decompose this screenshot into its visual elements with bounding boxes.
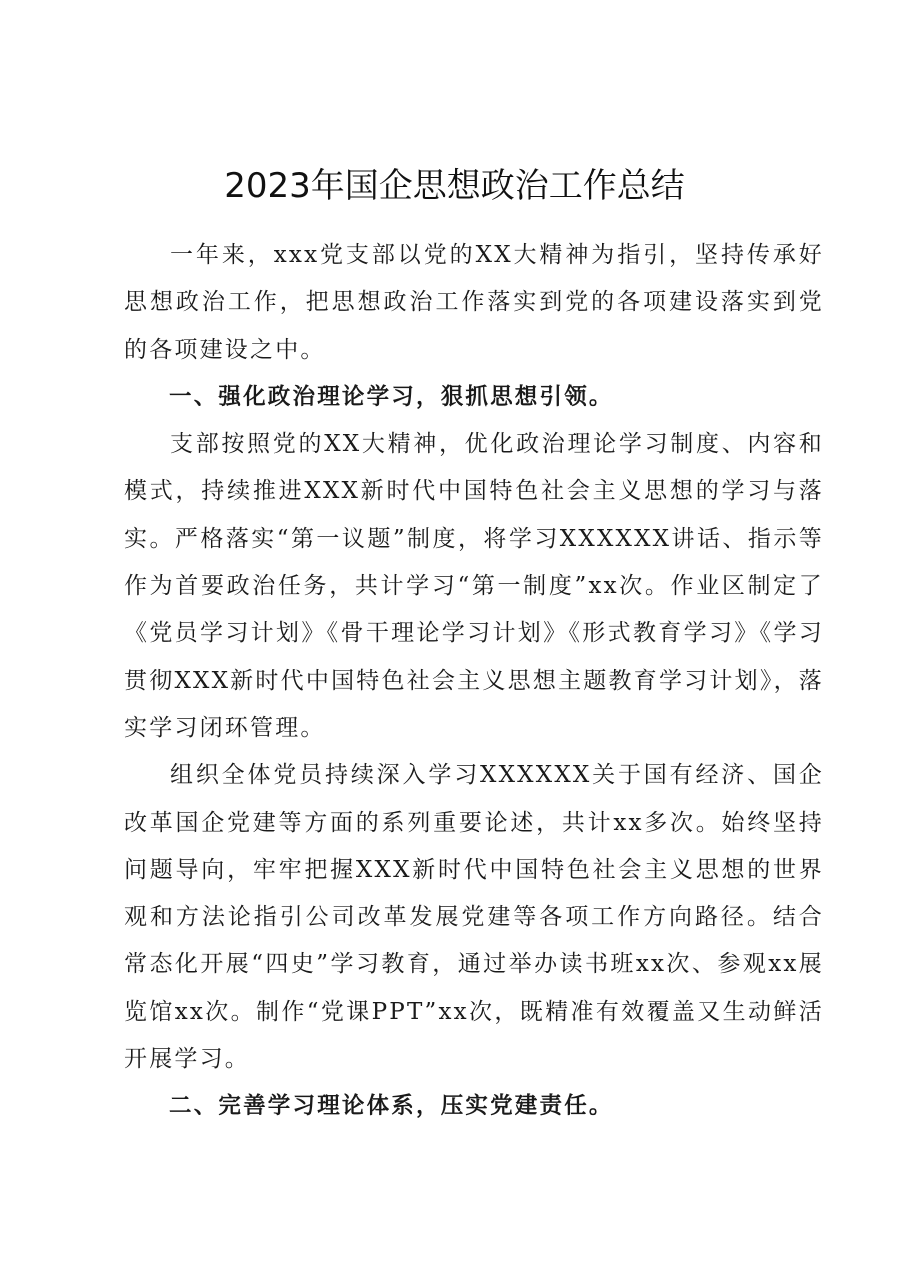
paragraph-organize-study: 组织全体党员持续深入学习XXXXXX关于国有经济、国企改革国企党建等方面的系列重要论述，共计xx多次。始终坚持问题导向，牢牢把握XXX新时代中国特色社会主义思想的世界观和方法论指引公司改革发展党建等各项工作方向路径。结合常态化开展“四史”学习教育，通过举办读书班xx次、参观xx展览馆xx次。制作“党课PPT”xx次，既精准有效覆盖又生动鲜活开展学习。	[124, 762, 824, 1073]
section-heading-1: 一、强化政治理论学习，狠抓思想引领。	[169, 383, 614, 410]
document-title: 2023年国企思想政治工作总结	[224, 166, 685, 206]
section-heading-2: 二、完善学习理论体系，压实党建责任。	[169, 1093, 614, 1120]
paragraph-study-system: 支部按照党的XX大精神，优化政治理论学习制度、内容和模式，持续推进XXX新时代中国特色社会主义思想的学习与落实。严格落实“第一议题”制度，将学习XXXXXX讲话、指示等作为首要政治任务，共计学习“第一制度”xx次。作业区制定了《党员学习计划》《骨干理论学习计划》《形式教育学习》《学习贯彻XXX新时代中国特色社会主义思想主题教育学习计划》，落实学习闭环管理。	[124, 431, 824, 741]
paragraph-intro: 一年来，xxx党支部以党的XX大精神为指引，坚持传承好思想政治工作，把思想政治工作落实到党的各项建设落实到党的各项建设之中。	[124, 242, 824, 363]
document-body	[124, 232, 824, 1131]
